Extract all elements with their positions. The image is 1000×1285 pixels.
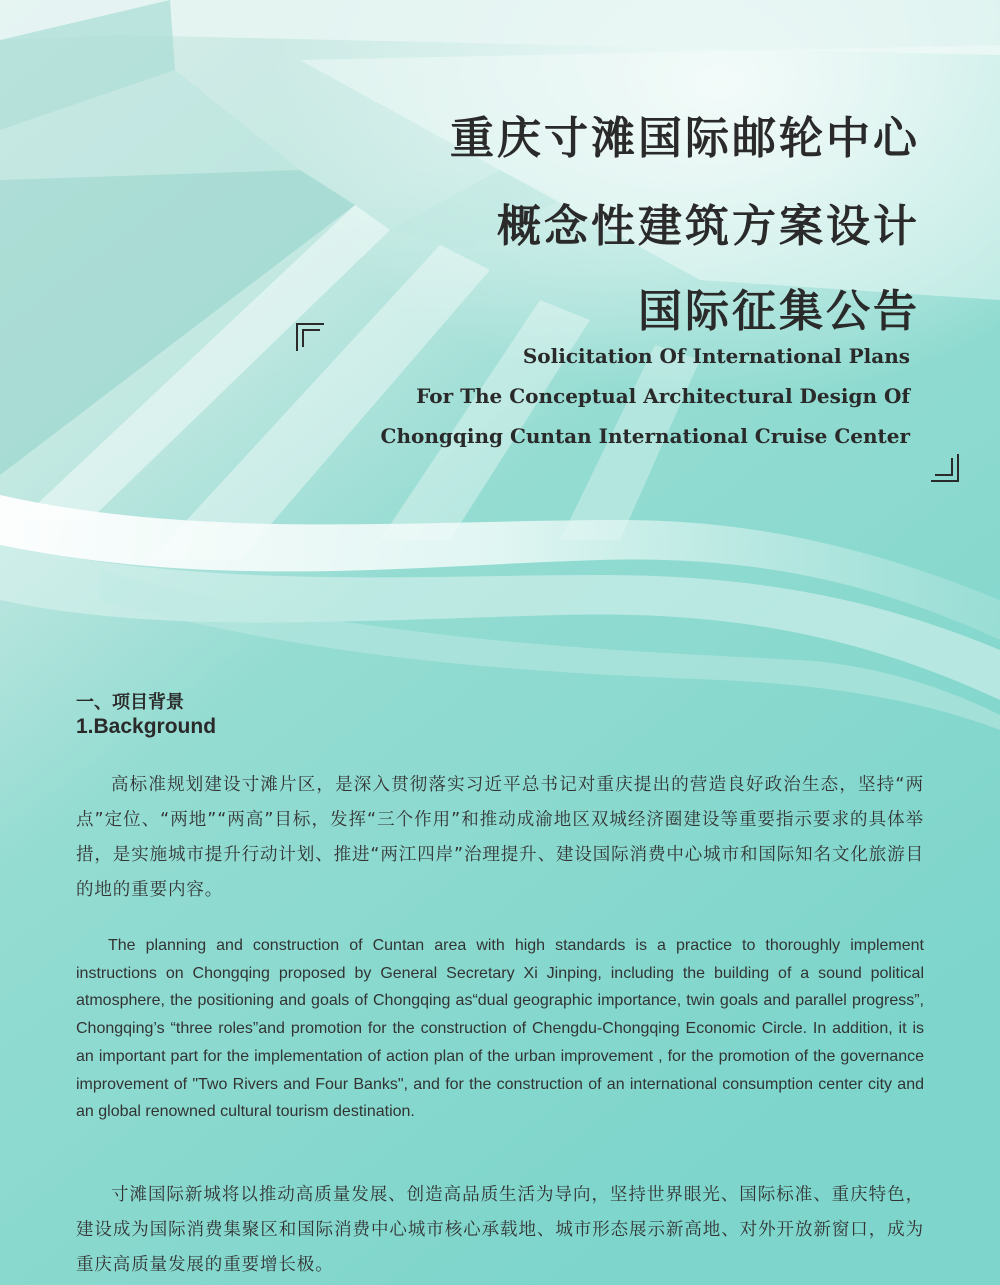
title-cn-line-3: 国际征集公告: [638, 286, 920, 337]
corner-bracket-bottom-right: [931, 454, 959, 482]
paragraph-cn-vision: 寸滩国际新城将以推动高质量发展、创造高品质生活为导向，坚持世界眼光、国际标准、重庆特色，建设成为国际消费集聚区和国际消费中心城市核心承载地、城市形态展示新高地、对外开放新窗口，成为重庆高质量发展的重要增长极。: [76, 1185, 924, 1275]
corner-bracket-top-left: [296, 323, 324, 351]
title-cn-line-2: 概念性建筑方案设计: [497, 201, 920, 252]
title-en-line-3: Chongqing Cuntan International Cruise Center: [380, 424, 910, 448]
section-heading-cn: 一、项目背景: [76, 692, 184, 713]
paragraph-cn-background: 高标准规划建设寸滩片区，是深入贯彻落实习近平总书记对重庆提出的营造良好政治生态，坚持“两点”定位、“两地”“两高”目标，发挥“三个作用”和推动成渝地区双城经济圈建设等重要指示要求的具体举措，是实施城市提升行动计划、推进“两江四岸”治理提升、建设国际消费中心城市和国际知名文化旅游目的地的重要内容。: [76, 775, 924, 900]
section-heading-en: 1.Background: [76, 715, 217, 738]
title-cn-line-1: 重庆寸滩国际邮轮中心: [450, 113, 920, 164]
title-en-line-2: For The Conceptual Architectural Design Of: [416, 384, 910, 408]
paragraph-en-background: The planning and construction of Cuntan area with high standards is a practice to thoroughly implement instructions on Chongqing proposed by General Secretary Xi Jinping, including the building of a sound political atmosphere, the positioning and goals of Chongqing as“dual geographic importance, twin goals and parallel progress”, Chongqing’s “three roles”and promotion for the construction of Chengdu-Chongqing Economic Circle. In addition, it is an important part for the implementation of action plan of the urban improvement , for the promotion of the governance improvement of "Two Rivers and Four Banks", and for the construction of an international consumption center city and an global renowned cultural tourism destination.: [76, 937, 924, 1121]
title-en-line-1: Solicitation Of International Plans: [522, 344, 910, 368]
